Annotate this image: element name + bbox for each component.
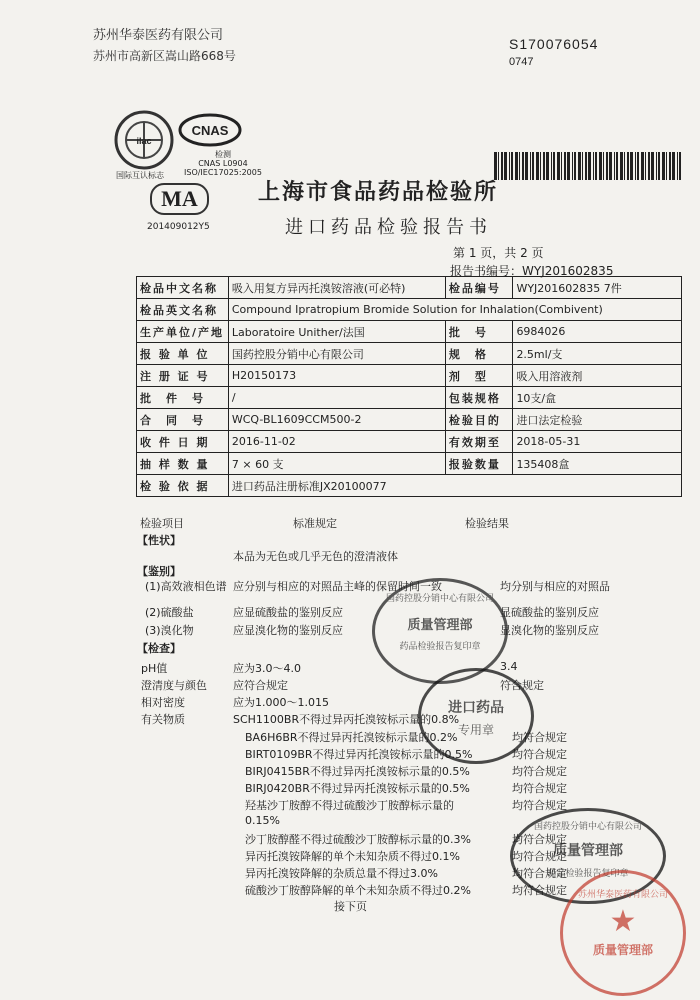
related-result: 均符合规定 xyxy=(512,850,567,863)
stamp-distribution-2-sub2: 药品检验报告复印章 xyxy=(547,869,629,879)
related-result: 均符合规定 xyxy=(512,782,567,795)
info-value: 吸入用溶液剂 xyxy=(513,365,682,387)
info-row xyxy=(137,453,682,475)
related-result: 均符合规定 xyxy=(512,765,567,778)
info-value: 2018-05-31 xyxy=(513,431,682,453)
related-standard: BIRT0109BR不得过异丙托溴铵标示量的0.5% xyxy=(245,748,473,761)
star-icon: ★ xyxy=(609,904,637,939)
check-item: pH值 xyxy=(141,662,168,675)
stamp-distribution-2-sub: 质量管理部 xyxy=(553,843,623,859)
info-row xyxy=(137,343,682,365)
related-result: 均符合规定 xyxy=(512,867,567,880)
related-standard: 异丙托溴铵降解的杂质总量不得过3.0% xyxy=(245,867,438,880)
stamp-distribution-1-text: 国药控股分销中心有限公司 xyxy=(385,594,494,604)
info-label: 检验目的 xyxy=(445,409,513,431)
related-standard: 0.15% xyxy=(245,814,280,827)
cnas-caption xyxy=(184,150,262,177)
info-label: 检品英文名称 xyxy=(137,299,229,321)
info-row xyxy=(137,321,682,343)
related-standard: BA6H6BR不得过异丙托溴铵标示量的0.2% xyxy=(245,731,458,744)
ident-item: (3)溴化物 xyxy=(145,624,194,637)
cnas-label-3: ISO/IEC17025:2005 xyxy=(184,168,262,177)
ident-standard: 应显溴化物的鉴别反应 xyxy=(233,624,343,637)
ident-item: (2)硫酸盐 xyxy=(145,606,194,619)
info-value: Laboratoire Unither/法国 xyxy=(228,321,445,343)
info-row xyxy=(137,365,682,387)
document-subcode: 0747 xyxy=(509,56,534,68)
stamp-distribution-1-sub2: 药品检验报告复印章 xyxy=(399,642,481,652)
svg-text:ilac: ilac xyxy=(136,136,152,146)
check-item: 有关物质 xyxy=(141,713,185,726)
info-value: 进口法定检验 xyxy=(513,409,682,431)
info-label: 规 格 xyxy=(445,343,513,365)
info-label: 批 件 号 xyxy=(137,387,229,409)
info-label: 检品编号 xyxy=(445,277,513,299)
info-row xyxy=(137,431,682,453)
stamp-huatai-text: 苏州华泰医药有限公司 xyxy=(577,890,668,900)
related-standard: 异丙托溴铵降解的单个未知杂质不得过0.1% xyxy=(245,850,460,863)
col-header-item: 检验项目 xyxy=(140,517,184,530)
info-label: 检 验 依 据 xyxy=(137,475,229,497)
info-value: 进口药品注册标准JX20100077 xyxy=(228,475,681,497)
info-label: 剂 型 xyxy=(445,365,513,387)
info-label: 抽 样 数 量 xyxy=(137,453,229,475)
section-check: 【检查】 xyxy=(137,642,181,655)
info-row xyxy=(137,475,682,497)
company-name: 苏州华泰医药有限公司 xyxy=(93,28,224,43)
info-row xyxy=(137,277,682,299)
info-row xyxy=(137,409,682,431)
related-result: 均符合规定 xyxy=(512,833,567,846)
info-value: H20150173 xyxy=(228,365,445,387)
info-row xyxy=(137,387,682,409)
related-result: 均符合规定 xyxy=(512,748,567,761)
info-table xyxy=(136,276,682,497)
info-value: Compound Ipratropium Bromide Solution for Inhalation(Combivent) xyxy=(228,299,681,321)
stamp-import-drug-text: 进口药品 xyxy=(448,700,504,716)
info-label: 生产单位/产地 xyxy=(137,321,229,343)
info-value: WYJ201602835 7件 xyxy=(513,277,682,299)
info-value: / xyxy=(228,387,445,409)
check-item: 澄清度与颜色 xyxy=(141,679,207,692)
appearance-standard: 本品为无色或几乎无色的澄清液体 xyxy=(233,550,398,563)
info-label: 收 件 日 期 xyxy=(137,431,229,453)
document-code: S170076054 xyxy=(509,36,599,52)
check-standard: SCH1100BR不得过异丙托溴铵标示量的0.8% xyxy=(233,713,460,726)
ident-result: 显硫酸盐的鉴别反应 xyxy=(500,606,599,619)
barcode xyxy=(494,152,684,180)
ilac-caption: 国际互认标志 xyxy=(116,171,164,180)
page-info: 第 1 页，共 2 页 xyxy=(453,246,544,260)
related-standard: 沙丁胺醇醛不得过硫酸沙丁胺醇标示量的0.3% xyxy=(245,833,471,846)
info-row xyxy=(137,299,682,321)
check-result: 3.4 xyxy=(500,660,518,673)
col-header-standard: 标准规定 xyxy=(293,517,337,530)
info-value: 7 × 60 支 xyxy=(228,453,445,475)
stamp-distribution-2-text: 国药控股分销中心有限公司 xyxy=(533,822,642,832)
info-label: 检品中文名称 xyxy=(137,277,229,299)
report-number: 报告书编号：WYJ201602835 xyxy=(450,264,614,278)
check-standard: 应符合规定 xyxy=(233,679,288,692)
related-standard: BIRJ0415BR不得过异丙托溴铵标示量的0.5% xyxy=(245,765,470,778)
section-appearance: 【性状】 xyxy=(137,534,181,547)
info-label: 有效期至 xyxy=(445,431,513,453)
info-label: 批 号 xyxy=(445,321,513,343)
related-result: 均符合规定 xyxy=(512,731,567,744)
organization-title: 上海市食品药品检验所 xyxy=(258,180,499,205)
col-header-result: 检验结果 xyxy=(465,517,509,530)
cnas-logo xyxy=(178,112,242,148)
check-standard: 应为3.0～4.0 xyxy=(233,662,301,675)
ma-logo: MA xyxy=(150,183,209,215)
related-standard: 硫酸沙丁胺醇降解的单个未知杂质不得过0.2% xyxy=(245,884,471,897)
stamp-distribution-1-sub: 质量管理部 xyxy=(407,618,473,633)
related-result: 均符合规定 xyxy=(512,884,567,897)
stamp-huatai-quality xyxy=(560,870,686,996)
ident-result: 显溴化物的鉴别反应 xyxy=(500,624,599,637)
related-standard: 羟基沙丁胺醇不得过硫酸沙丁胺醇标示量的 xyxy=(245,799,454,812)
info-value: 6984026 xyxy=(513,321,682,343)
check-result: 符合规定 xyxy=(500,679,544,692)
ident-result: 均分别与相应的对照品 xyxy=(500,580,610,593)
info-label: 报验数量 xyxy=(445,453,513,475)
info-value: 国药控股分销中心有限公司 xyxy=(228,343,445,365)
stamp-huatai-sub: 质量管理部 xyxy=(592,943,653,957)
check-standard: 应为1.000～1.015 xyxy=(233,696,329,709)
stamp-import-drug xyxy=(418,668,534,764)
cnas-label-2: CNAS L0904 xyxy=(198,159,248,168)
continued-footer: 接下页 xyxy=(334,900,367,913)
ident-standard: 应分别与相应的对照品主峰的保留时间一致 xyxy=(233,580,442,593)
ident-item: (1)高效液相色谱 xyxy=(145,580,227,593)
ma-number: 201409012Y5 xyxy=(147,222,210,232)
info-label: 合 同 号 xyxy=(137,409,229,431)
info-value: 2016-11-02 xyxy=(228,431,445,453)
company-address: 苏州市高新区嵩山路668号 xyxy=(93,49,236,63)
info-label: 报 验 单 位 xyxy=(137,343,229,365)
info-value: WCQ-BL1609CCM500-2 xyxy=(228,409,445,431)
check-item: 相对密度 xyxy=(141,696,185,709)
info-label: 注 册 证 号 xyxy=(137,365,229,387)
ilac-logo xyxy=(112,108,176,172)
info-value: 2.5ml/支 xyxy=(513,343,682,365)
info-value: 135408盒 xyxy=(513,453,682,475)
cnas-label-1: 检测 xyxy=(214,150,231,159)
info-value: 吸入用复方异丙托溴铵溶液(可必特) xyxy=(228,277,445,299)
related-result: 均符合规定 xyxy=(512,799,567,812)
svg-text:CNAS: CNAS xyxy=(191,123,229,138)
ident-standard: 应显硫酸盐的鉴别反应 xyxy=(233,606,343,619)
section-identification: 【鉴别】 xyxy=(137,565,181,578)
related-standard: BIRJ0420BR不得过异丙托溴铵标示量的0.5% xyxy=(245,782,470,795)
info-label: 包装规格 xyxy=(445,387,513,409)
info-value: 10支/盒 xyxy=(513,387,682,409)
stamp-import-drug-sub: 专用章 xyxy=(457,723,494,737)
report-title: 进口药品检验报告书 xyxy=(285,217,492,238)
